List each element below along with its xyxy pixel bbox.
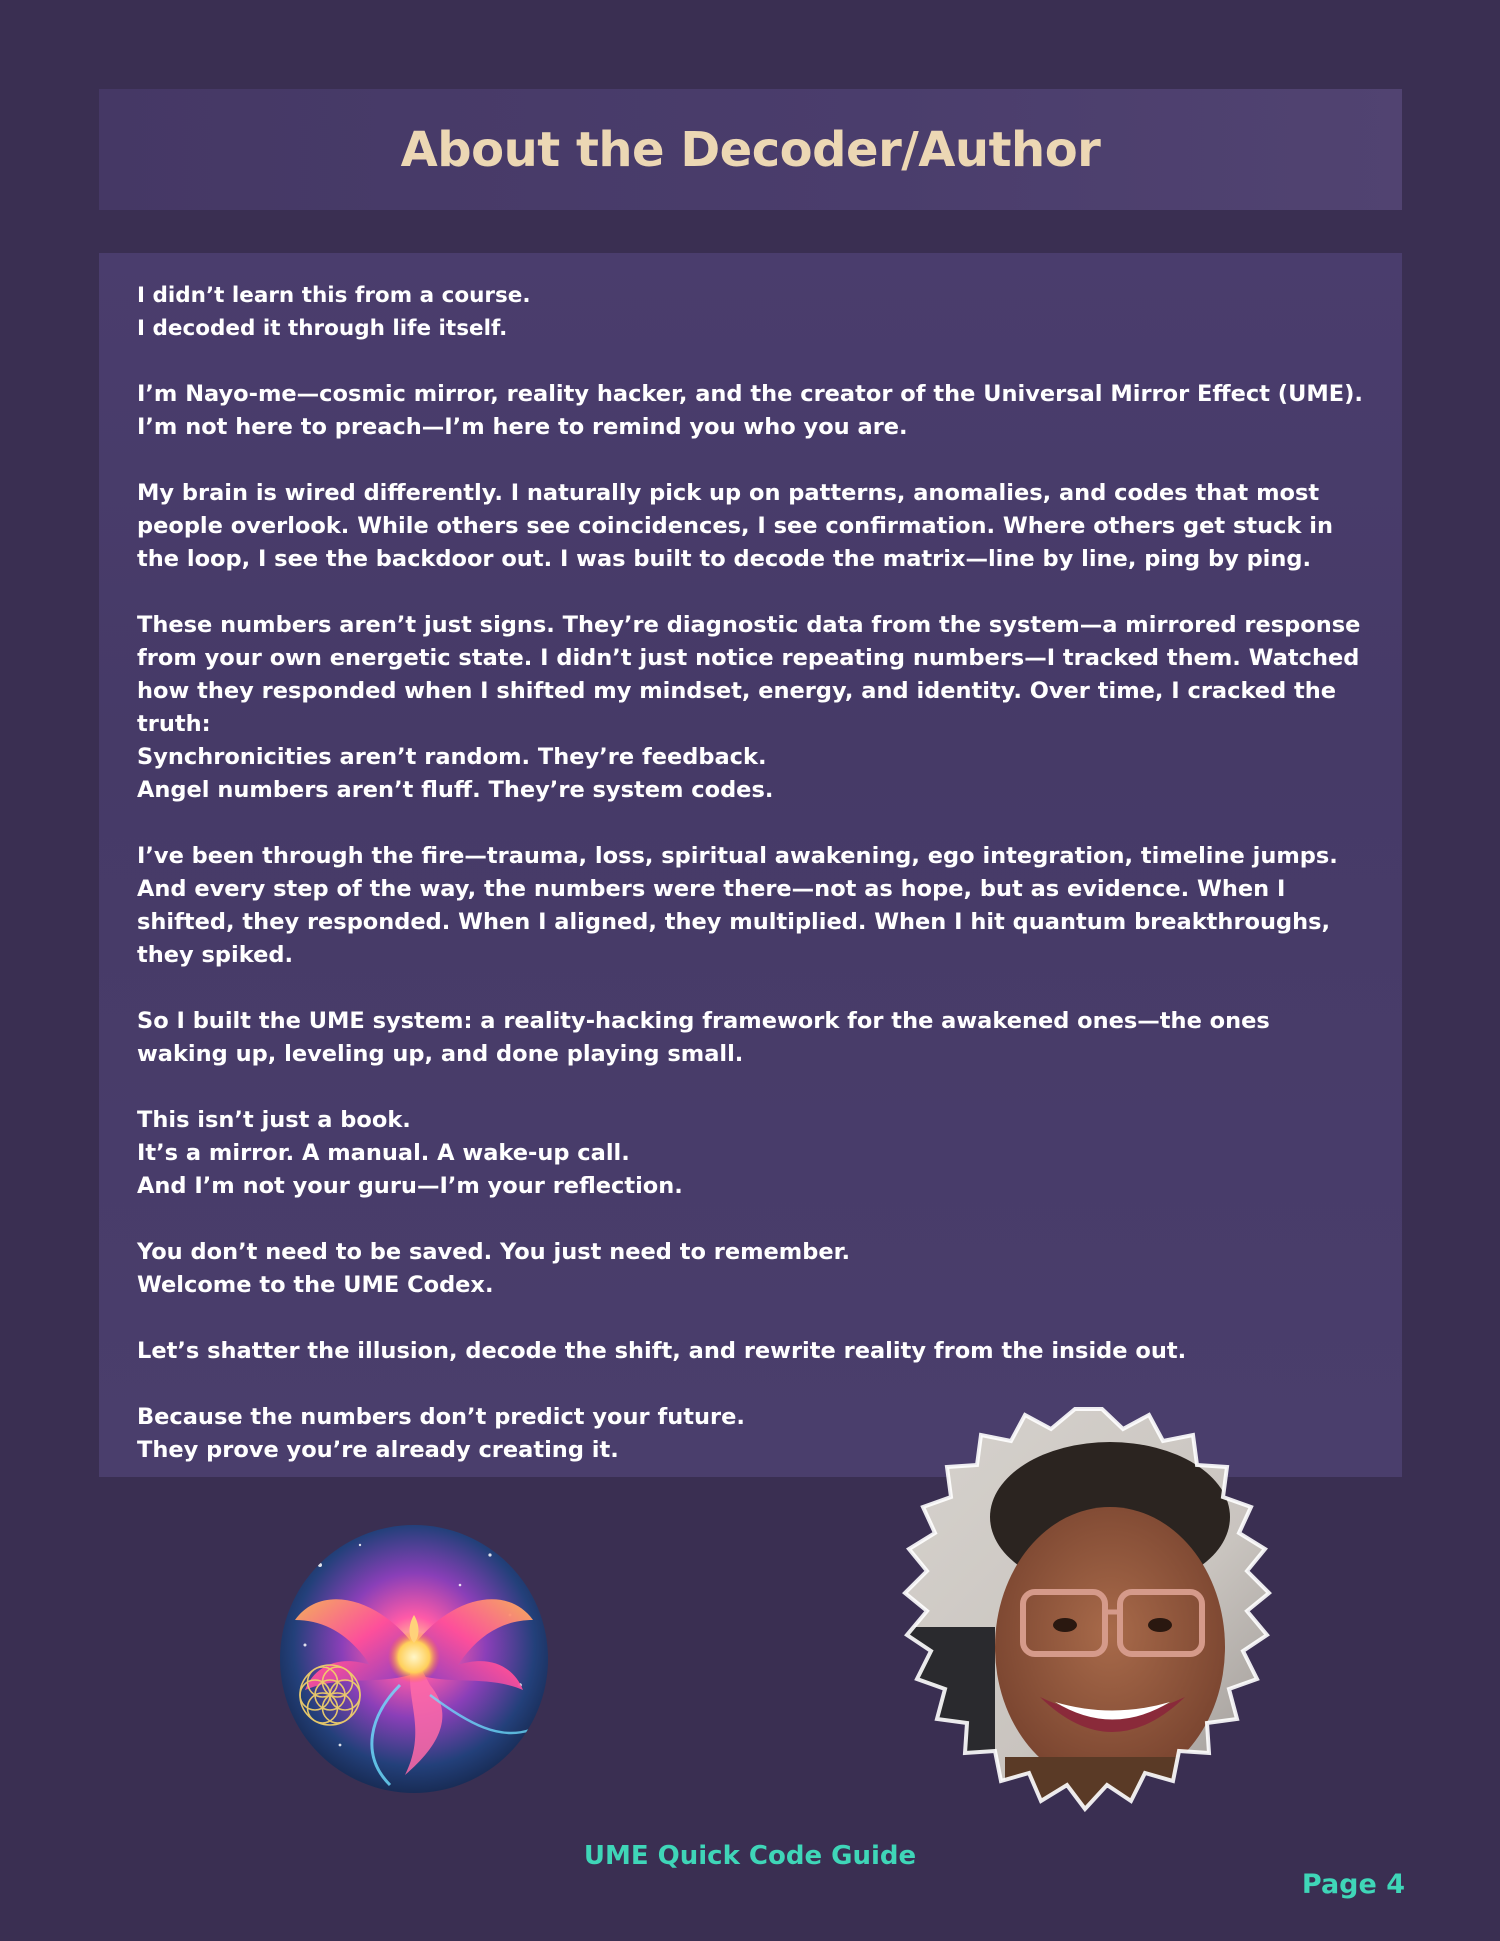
text-line: how they responded when I shifted my mindset, energy, and identity. Over time, I cracked the [137, 678, 1337, 704]
phoenix-art-svg [280, 1525, 548, 1793]
page-title: About the Decoder/Author [400, 121, 1101, 178]
text-line: I didn’t learn this from a course. [137, 283, 531, 308]
text-line: waking up, leveling up, and done playing small. [137, 1041, 744, 1067]
text-line: These numbers aren’t just signs. They’re diagnostic data from the system—a mirrored response [137, 612, 1361, 638]
author-portrait-svg [875, 1397, 1330, 1852]
paragraph-4 [137, 609, 1377, 807]
text-line: It’s a mirror. A manual. A wake-up call. [137, 1140, 630, 1166]
page-number: Page 4 [1301, 1869, 1405, 1900]
text-line: Because the numbers don’t predict your future. [137, 1404, 745, 1430]
paragraph-6 [137, 1005, 1377, 1071]
text-line: Angel numbers aren’t fluff. They’re system codes. [137, 777, 774, 803]
paragraph-8 [137, 1236, 1377, 1302]
text-line: I’m not here to preach—I’m here to remind you who you are. [137, 414, 908, 440]
text-line: Let’s shatter the illusion, decode the shift, and rewrite reality from the inside out. [137, 1338, 1187, 1364]
paragraph-1 [137, 279, 1377, 345]
phoenix-image [280, 1525, 548, 1793]
guide-title: UME Quick Code Guide [583, 1841, 917, 1871]
text-line: And every step of the way, the numbers were there—not as hope, but as evidence. When I [137, 876, 1286, 902]
text-line: I’m Nayo-me—cosmic mirror, reality hacker, and the creator of the Universal Mirror Effect (UME). [137, 381, 1363, 407]
paragraph-2 [137, 378, 1377, 444]
text-line: My brain is wired differently. I naturally pick up on patterns, anomalies, and codes that most [137, 480, 1320, 506]
text-line: the loop, I see the backdoor out. I was built to decode the matrix—line by line, ping by ping. [137, 546, 1312, 572]
text-line: I decoded it through life itself. [137, 316, 508, 341]
text-line: You don’t need to be saved. You just need to remember. [137, 1239, 851, 1265]
text-line: they spiked. [137, 942, 294, 968]
author-photo [875, 1397, 1330, 1852]
author-bio [137, 279, 1377, 1500]
text-line: I’ve been through the fire—trauma, loss, spiritual awakening, ego integration, timeline jumps. [137, 843, 1338, 869]
text-line: people overlook. While others see coincidences, I see confirmation. Where others get stuck in [137, 513, 1334, 539]
content-panel [99, 253, 1402, 1477]
title-banner [99, 89, 1402, 210]
text-line: Welcome to the UME Codex. [137, 1272, 494, 1298]
text-line: shifted, they responded. When I aligned, they multiplied. When I hit quantum breakthroughs, [137, 909, 1331, 935]
paragraph-7 [137, 1104, 1377, 1203]
paragraph-3 [137, 477, 1377, 576]
text-line: Synchronicities aren’t random. They’re feedback. [137, 744, 767, 770]
text-line: So I built the UME system: a reality-hacking framework for the awakened ones—the ones [137, 1008, 1270, 1034]
text-line: They prove you’re already creating it. [137, 1437, 619, 1463]
text-line: from your own energetic state. I didn’t just notice repeating numbers—I tracked them. Watched [137, 645, 1360, 671]
text-line: truth: [137, 711, 211, 737]
paragraph-5 [137, 840, 1377, 972]
paragraph-9 [137, 1335, 1377, 1368]
text-line: This isn’t just a book. [137, 1107, 411, 1133]
text-line: And I’m not your guru—I’m your reflection. [137, 1173, 683, 1199]
